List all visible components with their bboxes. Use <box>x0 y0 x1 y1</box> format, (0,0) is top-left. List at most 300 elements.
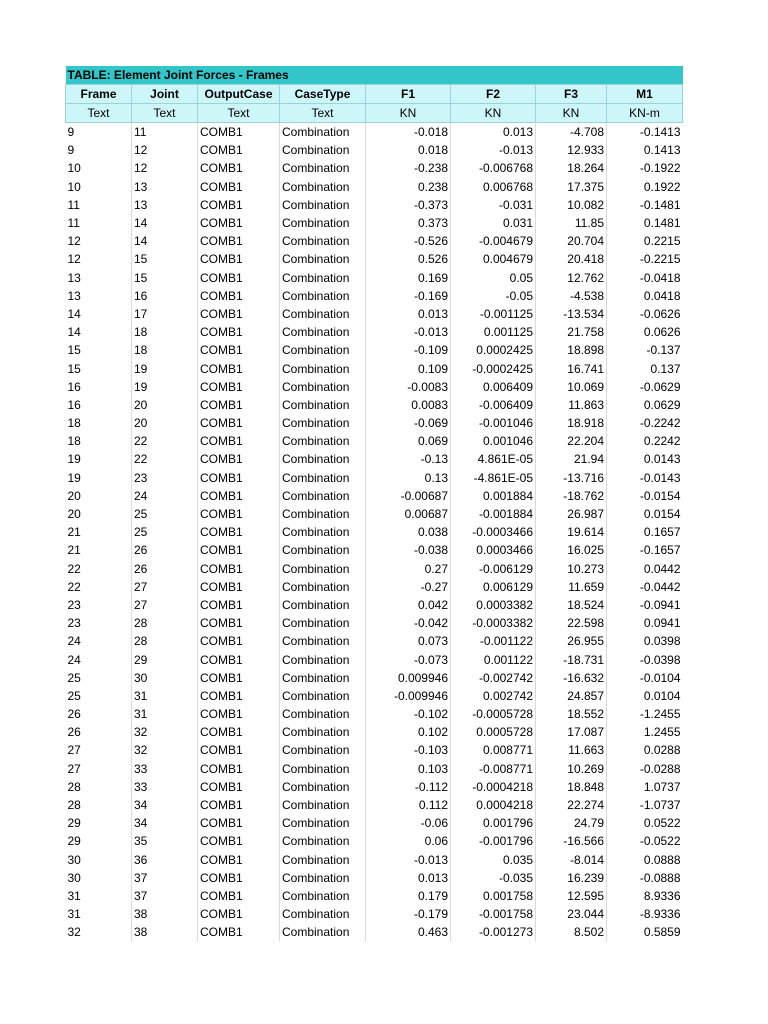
cell-casetype[interactable]: Combination <box>280 341 366 359</box>
cell-frame[interactable]: 32 <box>66 923 132 941</box>
cell-joint[interactable]: 31 <box>132 687 198 705</box>
cell-frame[interactable]: 20 <box>66 505 132 523</box>
cell-frame[interactable]: 9 <box>66 141 132 159</box>
cell-frame[interactable]: 28 <box>66 778 132 796</box>
cell-f3[interactable]: -4.708 <box>536 123 607 142</box>
cell-joint[interactable]: 28 <box>132 614 198 632</box>
cell-f2[interactable]: -0.0004218 <box>451 778 536 796</box>
cell-f2[interactable]: 0.006129 <box>451 578 536 596</box>
cell-frame[interactable]: 18 <box>66 414 132 432</box>
cell-m1[interactable]: -0.137 <box>646 343 681 358</box>
cell-joint[interactable]: 35 <box>132 832 198 850</box>
cell-casetype[interactable]: Combination <box>280 705 366 723</box>
cell-m1[interactable]: 0.2242 <box>643 434 681 449</box>
cell-casetype[interactable]: Combination <box>280 687 366 705</box>
cell-m1[interactable]: 0.0104 <box>643 688 681 703</box>
cell-m1[interactable]: -0.0629 <box>639 379 681 394</box>
cell-outputcase[interactable]: COMB1 <box>198 650 280 668</box>
cell-casetype[interactable]: Combination <box>280 378 366 396</box>
cell-casetype[interactable]: Combination <box>280 796 366 814</box>
cell-f1[interactable]: 0.0083 <box>366 396 451 414</box>
cell-m1[interactable]: 0.137 <box>650 361 681 376</box>
cell-joint[interactable]: 12 <box>132 159 198 177</box>
cell-f2[interactable]: 0.0002425 <box>451 341 536 359</box>
cell-casetype[interactable]: Combination <box>280 814 366 832</box>
cell-outputcase[interactable]: COMB1 <box>198 341 280 359</box>
cell-joint[interactable]: 27 <box>132 578 198 596</box>
cell-f1[interactable]: 0.042 <box>366 596 451 614</box>
cell-joint[interactable]: 25 <box>132 523 198 541</box>
cell-casetype[interactable]: Combination <box>280 141 366 159</box>
cell-joint[interactable]: 32 <box>132 723 198 741</box>
cell-outputcase[interactable]: COMB1 <box>198 523 280 541</box>
cell-outputcase[interactable]: COMB1 <box>198 159 280 177</box>
cell-f1[interactable]: -0.179 <box>366 905 451 923</box>
cell-f3[interactable]: 8.502 <box>536 923 607 941</box>
cell-outputcase[interactable]: COMB1 <box>198 505 280 523</box>
cell-m1[interactable]: 1.2455 <box>643 725 681 740</box>
cell-frame[interactable]: 21 <box>66 541 132 559</box>
cell-outputcase[interactable]: COMB1 <box>198 214 280 232</box>
cell-joint[interactable]: 18 <box>132 341 198 359</box>
cell-joint[interactable]: 30 <box>132 669 198 687</box>
cell-f3[interactable]: -4.538 <box>536 287 607 305</box>
cell-outputcase[interactable]: COMB1 <box>198 905 280 923</box>
cell-f2[interactable]: -0.0005728 <box>451 705 536 723</box>
cell-f1[interactable]: 0.103 <box>366 760 451 778</box>
cell-f2[interactable]: 0.001125 <box>451 323 536 341</box>
cell-joint[interactable]: 22 <box>132 450 198 468</box>
cell-m1[interactable]: -0.0143 <box>639 470 681 485</box>
cell-outputcase[interactable]: COMB1 <box>198 196 280 214</box>
cell-f3[interactable]: 16.025 <box>536 541 607 559</box>
cell-m1[interactable]: -0.0104 <box>639 670 681 685</box>
cell-frame[interactable]: 24 <box>66 632 132 650</box>
cell-f1[interactable]: 0.27 <box>366 560 451 578</box>
cell-f2[interactable]: 0.001884 <box>451 487 536 505</box>
cell-frame[interactable]: 31 <box>66 887 132 905</box>
cell-frame[interactable]: 19 <box>66 450 132 468</box>
cell-f1[interactable]: 0.179 <box>366 887 451 905</box>
cell-m1[interactable]: -8.9336 <box>639 907 681 922</box>
cell-f1[interactable]: 0.13 <box>366 469 451 487</box>
cell-f1[interactable]: 0.018 <box>366 141 451 159</box>
cell-frame[interactable]: 16 <box>66 396 132 414</box>
cell-f3[interactable]: 16.741 <box>536 359 607 377</box>
header-casetype[interactable]: CaseType <box>280 85 366 104</box>
cell-m1[interactable]: -1.2455 <box>639 707 681 722</box>
cell-frame[interactable]: 11 <box>66 214 132 232</box>
cell-joint[interactable]: 37 <box>132 887 198 905</box>
header-joint[interactable]: Joint <box>132 85 198 104</box>
cell-f3[interactable]: -13.716 <box>536 469 607 487</box>
cell-f1[interactable]: -0.069 <box>366 414 451 432</box>
cell-f3[interactable]: 18.524 <box>536 596 607 614</box>
cell-f1[interactable]: 0.073 <box>366 632 451 650</box>
cell-m1[interactable]: 8.9336 <box>643 888 681 903</box>
cell-outputcase[interactable]: COMB1 <box>198 232 280 250</box>
cell-casetype[interactable]: Combination <box>280 450 366 468</box>
cell-f3[interactable]: 20.704 <box>536 232 607 250</box>
cell-f2[interactable]: 0.0004218 <box>451 796 536 814</box>
cell-casetype[interactable]: Combination <box>280 178 366 196</box>
cell-f1[interactable]: -0.238 <box>366 159 451 177</box>
cell-f2[interactable]: -0.002742 <box>451 669 536 687</box>
cell-joint[interactable]: 13 <box>132 178 198 196</box>
cell-frame[interactable]: 27 <box>66 760 132 778</box>
cell-frame[interactable]: 31 <box>66 905 132 923</box>
cell-outputcase[interactable]: COMB1 <box>198 832 280 850</box>
cell-f2[interactable]: 0.0003382 <box>451 596 536 614</box>
cell-joint[interactable]: 29 <box>132 650 198 668</box>
cell-frame[interactable]: 22 <box>66 578 132 596</box>
cell-f2[interactable]: -0.001884 <box>451 505 536 523</box>
cell-f1[interactable]: -0.0083 <box>366 378 451 396</box>
cell-joint[interactable]: 25 <box>132 505 198 523</box>
cell-m1[interactable]: 0.5859 <box>643 925 681 940</box>
cell-outputcase[interactable]: COMB1 <box>198 923 280 941</box>
cell-f2[interactable]: 0.05 <box>451 269 536 287</box>
cell-casetype[interactable]: Combination <box>280 487 366 505</box>
cell-m1[interactable]: -0.0418 <box>639 270 681 285</box>
cell-outputcase[interactable]: COMB1 <box>198 396 280 414</box>
cell-m1[interactable]: 0.0398 <box>643 634 681 649</box>
cell-f3[interactable]: 24.79 <box>536 814 607 832</box>
cell-f1[interactable]: -0.00687 <box>366 487 451 505</box>
cell-m1[interactable]: 0.2215 <box>643 234 681 249</box>
cell-frame[interactable]: 24 <box>66 650 132 668</box>
cell-joint[interactable]: 11 <box>132 123 198 142</box>
cell-joint[interactable]: 32 <box>132 741 198 759</box>
cell-casetype[interactable]: Combination <box>280 650 366 668</box>
cell-f2[interactable]: -0.006409 <box>451 396 536 414</box>
cell-m1[interactable]: -0.0154 <box>639 488 681 503</box>
cell-joint[interactable]: 16 <box>132 287 198 305</box>
cell-casetype[interactable]: Combination <box>280 778 366 796</box>
cell-outputcase[interactable]: COMB1 <box>198 614 280 632</box>
cell-m1[interactable]: 0.0154 <box>643 507 681 522</box>
cell-m1[interactable]: -0.0442 <box>639 579 681 594</box>
cell-joint[interactable]: 24 <box>132 487 198 505</box>
cell-f1[interactable]: 0.102 <box>366 723 451 741</box>
cell-outputcase[interactable]: COMB1 <box>198 814 280 832</box>
cell-m1[interactable]: -0.1481 <box>639 197 681 212</box>
cell-f2[interactable]: -0.0003466 <box>451 523 536 541</box>
cell-f2[interactable]: 0.0005728 <box>451 723 536 741</box>
cell-m1[interactable]: -0.2215 <box>639 252 681 267</box>
cell-frame[interactable]: 13 <box>66 287 132 305</box>
cell-m1[interactable]: -0.1922 <box>639 161 681 176</box>
cell-f3[interactable]: 18.898 <box>536 341 607 359</box>
cell-m1[interactable]: 0.1657 <box>643 525 681 540</box>
cell-joint[interactable]: 14 <box>132 232 198 250</box>
cell-f2[interactable]: 0.031 <box>451 214 536 232</box>
cell-f3[interactable]: 17.375 <box>536 178 607 196</box>
cell-f3[interactable]: 18.264 <box>536 159 607 177</box>
cell-frame[interactable]: 28 <box>66 796 132 814</box>
cell-outputcase[interactable]: COMB1 <box>198 705 280 723</box>
cell-frame[interactable]: 26 <box>66 723 132 741</box>
cell-f1[interactable]: -0.103 <box>366 741 451 759</box>
cell-casetype[interactable]: Combination <box>280 414 366 432</box>
cell-f1[interactable]: 0.013 <box>366 305 451 323</box>
cell-f3[interactable]: 26.955 <box>536 632 607 650</box>
cell-outputcase[interactable]: COMB1 <box>198 287 280 305</box>
cell-joint[interactable]: 17 <box>132 305 198 323</box>
cell-frame[interactable]: 20 <box>66 487 132 505</box>
cell-m1[interactable]: 0.0888 <box>643 852 681 867</box>
cell-f3[interactable]: 11.85 <box>536 214 607 232</box>
cell-outputcase[interactable]: COMB1 <box>198 741 280 759</box>
cell-joint[interactable]: 23 <box>132 469 198 487</box>
cell-f2[interactable]: 0.013 <box>451 123 536 142</box>
cell-m1[interactable]: 0.1481 <box>643 216 681 231</box>
cell-f2[interactable]: 0.002742 <box>451 687 536 705</box>
cell-joint[interactable]: 19 <box>132 378 198 396</box>
cell-f3[interactable]: 21.758 <box>536 323 607 341</box>
cell-frame[interactable]: 18 <box>66 432 132 450</box>
cell-outputcase[interactable]: COMB1 <box>198 269 280 287</box>
cell-casetype[interactable]: Combination <box>280 832 366 850</box>
cell-casetype[interactable]: Combination <box>280 905 366 923</box>
cell-frame[interactable]: 10 <box>66 159 132 177</box>
cell-frame[interactable]: 23 <box>66 596 132 614</box>
cell-f1[interactable]: 0.009946 <box>366 669 451 687</box>
cell-casetype[interactable]: Combination <box>280 396 366 414</box>
cell-m1[interactable]: 0.0442 <box>643 561 681 576</box>
cell-outputcase[interactable]: COMB1 <box>198 796 280 814</box>
cell-frame[interactable]: 23 <box>66 614 132 632</box>
cell-f2[interactable]: -0.001046 <box>451 414 536 432</box>
cell-joint[interactable]: 28 <box>132 632 198 650</box>
cell-outputcase[interactable]: COMB1 <box>198 469 280 487</box>
cell-f1[interactable]: -0.06 <box>366 814 451 832</box>
cell-frame[interactable]: 14 <box>66 323 132 341</box>
cell-m1[interactable]: -0.0288 <box>639 761 681 776</box>
cell-f1[interactable]: -0.373 <box>366 196 451 214</box>
header-frame[interactable]: Frame <box>66 85 132 104</box>
cell-f1[interactable]: 0.06 <box>366 832 451 850</box>
cell-f1[interactable]: 0.238 <box>366 178 451 196</box>
cell-f2[interactable]: 0.001796 <box>451 814 536 832</box>
cell-casetype[interactable]: Combination <box>280 614 366 632</box>
cell-casetype[interactable]: Combination <box>280 359 366 377</box>
cell-joint[interactable]: 15 <box>132 269 198 287</box>
cell-f2[interactable]: -0.05 <box>451 287 536 305</box>
cell-joint[interactable]: 14 <box>132 214 198 232</box>
cell-casetype[interactable]: Combination <box>280 723 366 741</box>
header-f1[interactable]: F1 <box>366 85 451 104</box>
cell-f1[interactable]: 0.112 <box>366 796 451 814</box>
cell-f2[interactable]: 0.006768 <box>451 178 536 196</box>
cell-casetype[interactable]: Combination <box>280 887 366 905</box>
cell-joint[interactable]: 38 <box>132 905 198 923</box>
cell-f2[interactable]: -0.001796 <box>451 832 536 850</box>
cell-f1[interactable]: 0.069 <box>366 432 451 450</box>
cell-m1[interactable]: 0.0941 <box>643 616 681 631</box>
cell-f2[interactable]: 0.035 <box>451 851 536 869</box>
cell-frame[interactable]: 10 <box>66 178 132 196</box>
cell-f3[interactable]: -18.731 <box>536 650 607 668</box>
cell-f1[interactable]: -0.073 <box>366 650 451 668</box>
cell-f3[interactable]: 10.273 <box>536 560 607 578</box>
cell-f3[interactable]: 19.614 <box>536 523 607 541</box>
cell-f3[interactable]: 12.762 <box>536 269 607 287</box>
cell-f1[interactable]: 0.00687 <box>366 505 451 523</box>
cell-frame[interactable]: 13 <box>66 269 132 287</box>
cell-f1[interactable]: -0.13 <box>366 450 451 468</box>
cell-outputcase[interactable]: COMB1 <box>198 560 280 578</box>
cell-outputcase[interactable]: COMB1 <box>198 760 280 778</box>
cell-f1[interactable]: -0.526 <box>366 232 451 250</box>
cell-f3[interactable]: 26.987 <box>536 505 607 523</box>
cell-frame[interactable]: 22 <box>66 560 132 578</box>
cell-casetype[interactable]: Combination <box>280 323 366 341</box>
header-f2[interactable]: F2 <box>451 85 536 104</box>
cell-m1[interactable]: -0.0941 <box>639 597 681 612</box>
cell-joint[interactable]: 33 <box>132 778 198 796</box>
cell-frame[interactable]: 30 <box>66 851 132 869</box>
cell-casetype[interactable]: Combination <box>280 669 366 687</box>
cell-f3[interactable]: 21.94 <box>536 450 607 468</box>
cell-f2[interactable]: 0.006409 <box>451 378 536 396</box>
cell-joint[interactable]: 18 <box>132 323 198 341</box>
cell-outputcase[interactable]: COMB1 <box>198 250 280 268</box>
cell-m1[interactable]: 0.0143 <box>643 452 681 467</box>
cell-m1[interactable]: -0.2242 <box>639 416 681 431</box>
cell-casetype[interactable]: Combination <box>280 578 366 596</box>
cell-f3[interactable]: 18.848 <box>536 778 607 796</box>
cell-casetype[interactable]: Combination <box>280 523 366 541</box>
cell-casetype[interactable]: Combination <box>280 159 366 177</box>
cell-outputcase[interactable]: COMB1 <box>198 851 280 869</box>
cell-outputcase[interactable]: COMB1 <box>198 123 280 142</box>
cell-frame[interactable]: 12 <box>66 250 132 268</box>
cell-m1[interactable]: 0.0418 <box>643 288 681 303</box>
cell-f1[interactable]: -0.27 <box>366 578 451 596</box>
cell-casetype[interactable]: Combination <box>280 305 366 323</box>
cell-f2[interactable]: -0.001122 <box>451 632 536 650</box>
cell-outputcase[interactable]: COMB1 <box>198 378 280 396</box>
cell-outputcase[interactable]: COMB1 <box>198 178 280 196</box>
cell-joint[interactable]: 33 <box>132 760 198 778</box>
cell-f2[interactable]: -0.013 <box>451 141 536 159</box>
cell-joint[interactable]: 34 <box>132 814 198 832</box>
cell-f1[interactable]: -0.018 <box>366 123 451 142</box>
cell-f3[interactable]: 18.918 <box>536 414 607 432</box>
cell-outputcase[interactable]: COMB1 <box>198 578 280 596</box>
cell-frame[interactable]: 11 <box>66 196 132 214</box>
cell-joint[interactable]: 26 <box>132 560 198 578</box>
cell-casetype[interactable]: Combination <box>280 469 366 487</box>
cell-f2[interactable]: 0.001046 <box>451 432 536 450</box>
cell-f2[interactable]: 0.004679 <box>451 250 536 268</box>
cell-casetype[interactable]: Combination <box>280 196 366 214</box>
cell-casetype[interactable]: Combination <box>280 541 366 559</box>
cell-outputcase[interactable]: COMB1 <box>198 669 280 687</box>
cell-f3[interactable]: 12.595 <box>536 887 607 905</box>
cell-f3[interactable]: 10.069 <box>536 378 607 396</box>
cell-outputcase[interactable]: COMB1 <box>198 414 280 432</box>
cell-m1[interactable]: -0.1413 <box>639 125 681 140</box>
cell-joint[interactable]: 12 <box>132 141 198 159</box>
cell-f3[interactable]: 10.082 <box>536 196 607 214</box>
cell-f2[interactable]: 0.0003466 <box>451 541 536 559</box>
cell-casetype[interactable]: Combination <box>280 214 366 232</box>
cell-f3[interactable]: -16.632 <box>536 669 607 687</box>
cell-f3[interactable]: 22.274 <box>536 796 607 814</box>
cell-m1[interactable]: 0.1922 <box>643 179 681 194</box>
cell-f3[interactable]: -18.762 <box>536 487 607 505</box>
cell-f3[interactable]: 10.269 <box>536 760 607 778</box>
cell-f3[interactable]: 11.863 <box>536 396 607 414</box>
cell-frame[interactable]: 29 <box>66 832 132 850</box>
cell-casetype[interactable]: Combination <box>280 250 366 268</box>
cell-m1[interactable]: -0.0522 <box>639 834 681 849</box>
cell-casetype[interactable]: Combination <box>280 632 366 650</box>
cell-frame[interactable]: 21 <box>66 523 132 541</box>
cell-f1[interactable]: 0.038 <box>366 523 451 541</box>
cell-outputcase[interactable]: COMB1 <box>198 487 280 505</box>
cell-casetype[interactable]: Combination <box>280 560 366 578</box>
cell-f1[interactable]: 0.526 <box>366 250 451 268</box>
cell-outputcase[interactable]: COMB1 <box>198 305 280 323</box>
cell-f3[interactable]: 11.659 <box>536 578 607 596</box>
cell-joint[interactable]: 15 <box>132 250 198 268</box>
cell-frame[interactable]: 30 <box>66 869 132 887</box>
cell-frame[interactable]: 15 <box>66 359 132 377</box>
cell-casetype[interactable]: Combination <box>280 287 366 305</box>
cell-casetype[interactable]: Combination <box>280 432 366 450</box>
cell-outputcase[interactable]: COMB1 <box>198 596 280 614</box>
cell-f1[interactable]: -0.042 <box>366 614 451 632</box>
cell-joint[interactable]: 36 <box>132 851 198 869</box>
cell-f1[interactable]: -0.038 <box>366 541 451 559</box>
cell-joint[interactable]: 26 <box>132 541 198 559</box>
cell-joint[interactable]: 31 <box>132 705 198 723</box>
cell-outputcase[interactable]: COMB1 <box>198 869 280 887</box>
cell-f2[interactable]: -4.861E-05 <box>451 469 536 487</box>
cell-f1[interactable]: 0.169 <box>366 269 451 287</box>
cell-f3[interactable]: -13.534 <box>536 305 607 323</box>
cell-joint[interactable]: 37 <box>132 869 198 887</box>
cell-outputcase[interactable]: COMB1 <box>198 359 280 377</box>
cell-f2[interactable]: -0.006768 <box>451 159 536 177</box>
cell-f1[interactable]: -0.169 <box>366 287 451 305</box>
cell-m1[interactable]: 1.0737 <box>643 779 681 794</box>
cell-f1[interactable]: 0.013 <box>366 869 451 887</box>
cell-outputcase[interactable]: COMB1 <box>198 887 280 905</box>
cell-casetype[interactable]: Combination <box>280 923 366 941</box>
cell-f3[interactable]: 11.663 <box>536 741 607 759</box>
cell-m1[interactable]: -0.0626 <box>639 306 681 321</box>
cell-frame[interactable]: 25 <box>66 687 132 705</box>
cell-frame[interactable]: 14 <box>66 305 132 323</box>
header-outputcase[interactable]: OutputCase <box>198 85 280 104</box>
cell-joint[interactable]: 34 <box>132 796 198 814</box>
cell-joint[interactable]: 20 <box>132 396 198 414</box>
cell-joint[interactable]: 13 <box>132 196 198 214</box>
cell-casetype[interactable]: Combination <box>280 760 366 778</box>
cell-m1[interactable]: -0.1657 <box>639 543 681 558</box>
cell-f2[interactable]: -0.0002425 <box>451 359 536 377</box>
cell-casetype[interactable]: Combination <box>280 741 366 759</box>
cell-m1[interactable]: -1.0737 <box>639 798 681 813</box>
cell-frame[interactable]: 27 <box>66 741 132 759</box>
cell-casetype[interactable]: Combination <box>280 123 366 142</box>
cell-f1[interactable]: 0.373 <box>366 214 451 232</box>
cell-f1[interactable]: -0.009946 <box>366 687 451 705</box>
